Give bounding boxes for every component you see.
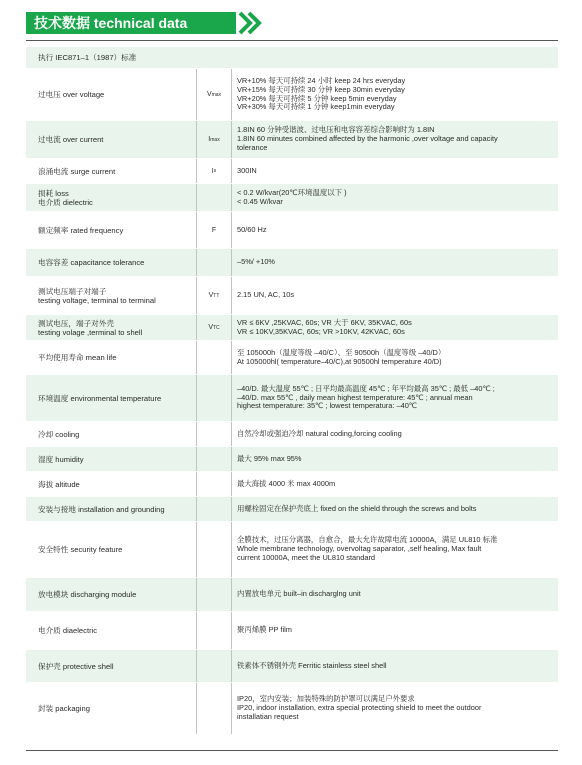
spec-value-line: 自然冷却或强迫冷却 natural coding,forcing cooling [237,428,402,438]
spec-value [232,341,558,374]
symbol-text: V [208,292,214,299]
standard-row [26,47,558,69]
spec-label [26,159,196,183]
spec-value-line: 最大海拔 4000 米 max 4000m [237,478,336,488]
spec-value [232,159,558,183]
spec-label [26,249,196,276]
standard-text: 执行 IEC871–1（1987）标准 [38,53,137,62]
spec-symbol [196,578,232,611]
spec-value-line: < 0.45 W/kvar [237,196,283,206]
spec-label-text: 浪涌电流 surge current [38,166,116,176]
spec-value-line: 内置放电单元 built–in discharglng unit [237,589,361,599]
spec-label [26,447,196,471]
spec-row [26,121,558,159]
spec-label [26,212,196,248]
spec-row [26,472,558,497]
spec-symbol [196,650,232,682]
spec-value-line: 50/60 Hz [237,224,267,234]
spec-label-text: 安全特性 security feature [38,545,123,554]
spec-value [232,212,558,248]
spec-row [26,277,558,315]
spec-row [26,184,558,212]
spec-value-line: < 0.2 W/kvar(20℃环境温度以下 ) [237,187,347,197]
spec-label [26,341,196,374]
spec-symbol [196,277,232,314]
spec-label [26,184,196,211]
spec-value [232,497,558,521]
spec-value-line: –40/D. max 55℃ , daily mean highest temperature: 45℃ ; annual mean [237,392,473,402]
spec-label-text: 电容容差 capacitance tolerance [38,258,145,267]
spec-value-line: –40/D. 最大温度 55℃ ; 日平均最高温度 45℃ ; 年平均最高 35℃ ; 最低 –40℃ ; [237,383,495,393]
spec-value [232,184,558,211]
spec-symbol [196,315,232,340]
spec-value [232,69,558,120]
spec-value [232,447,558,471]
spec-value-line: 用螺栓固定在保护壳底上 fixed on the shield through the screws and bolts [237,503,477,513]
spec-label [26,578,196,611]
spec-label [26,277,196,314]
spec-label [26,650,196,682]
spec-row [26,497,558,522]
spec-label-text: 测试电压端子对端子 testing voltage, terminal to terminal [38,286,156,305]
symbol-text: I [208,136,211,143]
spec-value [232,121,558,158]
spec-label [26,315,196,340]
chevron-right-icon [236,10,262,36]
spec-symbol [196,497,232,521]
spec-label-text: 放电模块 discharging module [38,590,137,599]
spec-value-line: Whole membrane technology, overvoltag saparator, ,self healing, Max fault [237,544,482,554]
spec-row [26,447,558,472]
spec-symbol [196,159,232,183]
spec-value-line: 铁素体不锈钢外壳 Ferritic stainless steel shell [237,660,387,670]
spec-value-line: 最大 95% max 95% [237,453,302,463]
spec-value-line: VR ≤ 6KV ,25KVAC, 60s; VR 大于 6KV, 35KVAC, 60s [237,317,412,327]
spec-value-line: –5%/ +10% [237,257,276,267]
spec-row [26,422,558,447]
spec-label-text: 过电压 over voltage [38,90,105,99]
spec-symbol [196,69,232,120]
spec-table [26,47,558,735]
symbol-text: V [208,324,213,331]
spec-value-line: 2.15 UN, AC, 10s [237,290,295,300]
spec-row [26,578,558,612]
symbol-subscript: max [210,136,220,143]
spec-symbol [196,249,232,276]
spec-label [26,497,196,521]
bottom-rule [26,750,558,751]
symbol-subscript: TC [213,324,220,331]
spec-symbol [196,422,232,446]
spec-label-text: 额定频率 rated frequency [38,225,124,235]
spec-label-text: 封装 packaging [38,704,90,713]
symbol-text: I [211,167,214,175]
spec-label [26,522,196,577]
spec-value-line: VR+10% 每天可持续 24 小时 keep 24 hrs everyday [237,75,406,85]
spec-value-line: At 105000hl( temperature–40/C),at 90500hl temperature 40/D) [237,356,442,366]
spec-label-text: 保护壳 protective shell [38,661,114,671]
spec-label-text: 损耗 loss 电介质 dielectric [38,188,93,207]
spec-value-line: VR ≤ 10KV,35KVAC, 60s; VR >10KV, 42KVAC, 60s [237,326,405,336]
spec-label-text: 湿度 humidity [38,454,84,464]
spec-value-line: tolerance [237,142,268,152]
section-title: 技术数据 technical data [26,12,236,34]
spec-symbol [196,447,232,471]
spec-value [232,578,558,611]
spec-symbol [196,683,232,734]
spec-value-line: current 10000A, meet the UL810 standard [237,552,376,562]
spec-symbol [196,212,232,248]
spec-label [26,69,196,120]
spec-value [232,683,558,734]
spec-value [232,375,558,421]
spec-label [26,472,196,496]
spec-label [26,121,196,158]
spec-symbol [196,522,232,577]
spec-value-line: highest temperature: 35℃ ; lowest temperatura: –40℃ [237,401,418,411]
spec-value-line: IP20, indoor installation, extra special protecting shield to meet the outdoor [237,703,482,713]
spec-value-line: VR+15% 每天可持续 30 分钟 keep 30min everyday [237,84,405,94]
top-rule [26,40,558,41]
spec-value-line: 1.8IN 60 minutes combined affected by the harmonic ,over voltage and capacity [237,134,498,144]
spec-label-text: 环境温度 environmental temperature [38,393,162,403]
spec-label-text: 电介质 diaelectric [38,626,98,635]
symbol-subscript: TT [213,292,220,299]
spec-symbol [196,375,232,421]
symbol-subscript: max [211,91,222,98]
spec-row [26,212,558,249]
spec-label-text: 冷却 cooling [38,429,80,439]
symbol-text: F [211,226,217,234]
spec-label-text: 过电流 over current [38,135,104,144]
spec-row [26,650,558,683]
spec-row [26,69,558,121]
spec-symbol [196,341,232,374]
spec-value-line: 300IN [237,165,257,175]
spec-value-line: 至 105000h（温度等级 –40/C）、至 90500h（温度等级 –40/D） [237,347,446,357]
spec-value-line: IP20，室内安装；加装特殊的防护罩可以满足户外要求 [237,694,415,704]
spec-label-text: 测试电压，端子对外壳 testing volage ,terminal to shell [38,318,143,337]
symbol-subscript: s [213,168,217,174]
spec-row [26,249,558,277]
spec-value-line: VR+20% 每天可持续 5 分钟 keep 5min everyday [237,93,397,103]
spec-value-line: 全膜技术，过压分离器，自愈合，最大允许故障电流 10000A，满足 UL810 标准 [237,535,498,545]
spec-value [232,522,558,577]
spec-label [26,422,196,446]
spec-label [26,612,196,649]
spec-symbol [196,121,232,158]
spec-label [26,683,196,734]
spec-label-text: 安装与接地 installation and grounding [38,504,165,514]
spec-value [232,472,558,496]
spec-label-text: 海拔 altitude [38,479,80,489]
spec-row [26,683,558,735]
spec-value-line: 1.8IN 60 分钟受谐波、过电压和电容容差综合影响时为 1.8IN [237,125,435,135]
spec-label-text: 平均使用寿命 mean life [38,353,117,362]
spec-value [232,612,558,649]
spec-value [232,277,558,314]
spec-row [26,159,558,184]
spec-symbol [196,472,232,496]
spec-row [26,522,558,578]
spec-row [26,375,558,422]
spec-row [26,612,558,650]
spec-value [232,249,558,276]
spec-label [26,375,196,421]
symbol-text: V [206,91,212,98]
spec-symbol [196,184,232,211]
spec-value [232,422,558,446]
spec-row [26,341,558,375]
spec-symbol [196,612,232,649]
spec-row [26,315,558,341]
spec-value-line: VR+30% 每天可持续 1 分钟 keep1min everyday [237,102,395,112]
spec-value-line: installatian request [237,711,299,721]
spec-value [232,315,558,340]
spec-value [232,650,558,682]
spec-value-line: 聚丙烯膜 PP film [237,625,292,635]
